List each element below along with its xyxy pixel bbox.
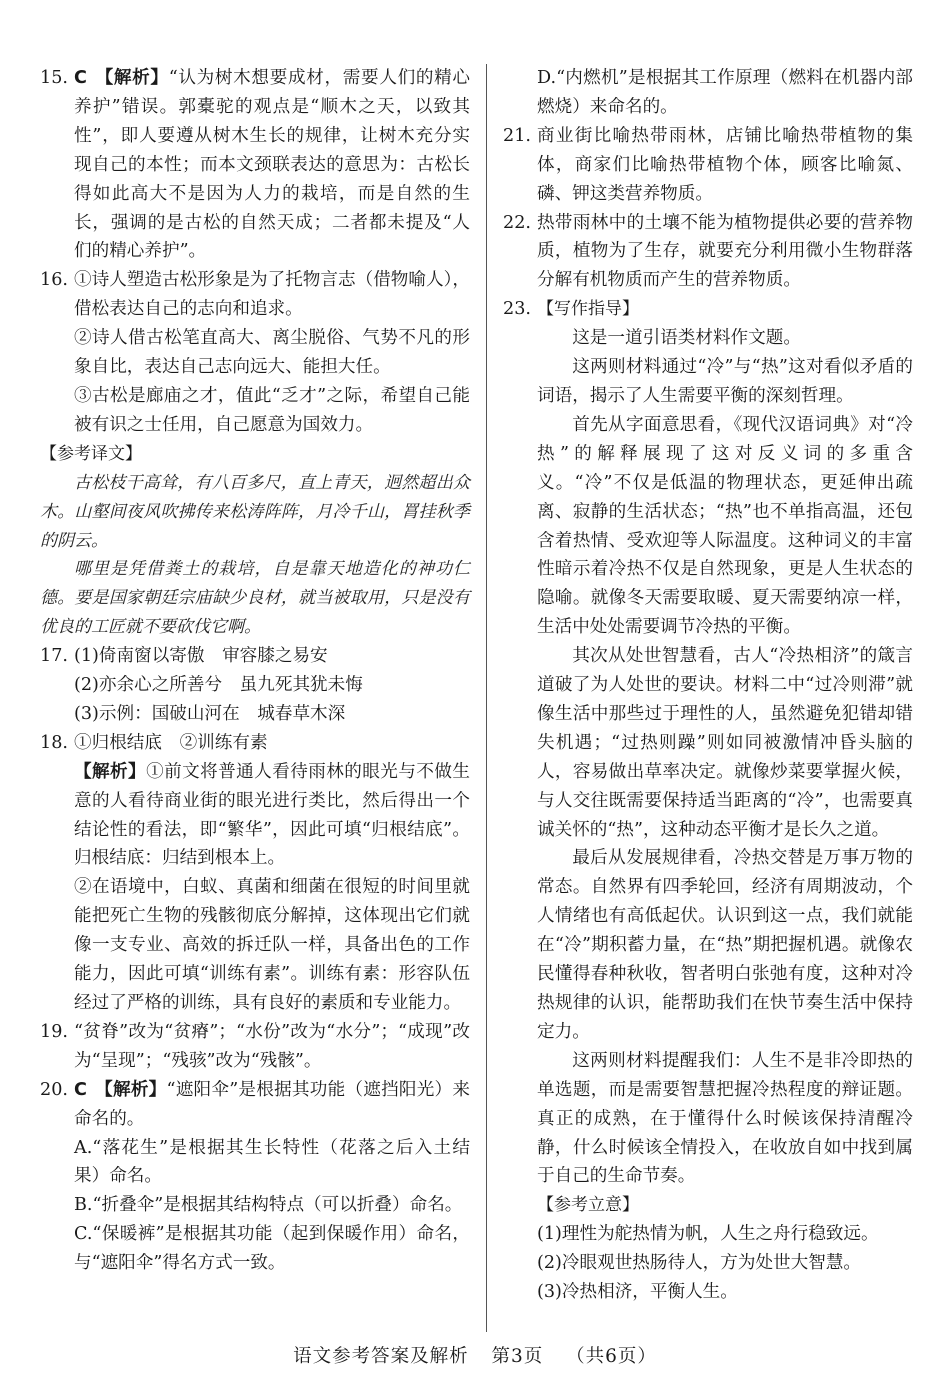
option-analysis: B.“折叠伞”是根据其结构特点（可以折叠）命名。 [74, 1195, 463, 1216]
footer-page-total: （共6页） [566, 1346, 657, 1367]
answer-line: (2)亦余心之所善兮 虽九死其犹未悔 [74, 675, 363, 696]
translation-paragraph: 古松枝干高耸，有八百多尺，直上青天，迥然超出众木。山壑间夜风吹拂传来松涛阵阵，月冷千山，罥挂秋季的阴云。 [40, 472, 470, 551]
analysis-tag: 【解析】 [74, 761, 147, 782]
question-number: 16. [40, 270, 68, 291]
guide-paragraph: 最后从发展规律看，冷热交替是万事万物的常态。自然界有四季轮回，经济有周期波动，个人情绪也有高低起伏。认识到这一点，我们就能在“冷”期积蓄力量，在“热”期把握机遇。就像农民懂得春种秋收，智者明白张弛有度，这种对冷热规律的认识，能帮助我们在快节奏生活中保持定力。 [537, 848, 913, 1042]
answer-line: (3)示例：国破山河在 城春草木深 [74, 703, 346, 724]
answer-text: 热带雨林中的土壤不能为植物提供必要的营养物质，植物为了生存，就要充分利用微小生物群落分解有机物质而产生的营养物质。 [537, 212, 913, 291]
question-number: 19. [40, 1021, 68, 1042]
answer-18 [40, 729, 470, 1018]
guide-paragraph: 这是一道引语类材料作文题。 [572, 328, 801, 349]
question-number: 17. [40, 646, 68, 667]
analysis-text: ②在语境中，白蚁、真菌和细菌在很短的时间里就能把死亡生物的残骸彻底分解掉，这体现出它们就像一支专业、高效的拆迁队一样，具备出色的工作能力，因此可填“训练有素”。训练有素：形容队伍经过了严格的训练，具有良好的素质和专业能力。 [74, 877, 470, 1013]
answer-text: “遮阳伞”是根据其功能（遮挡阳光）来命名的。 [74, 1079, 470, 1129]
analysis-tag: 【解析】 [94, 1079, 167, 1100]
answer-text: 商业街比喻热带雨林，店铺比喻热带植物的集体，商家们比喻热带植物个体，顾客比喻氮、磷、钾这类营养物质。 [537, 125, 913, 204]
option-analysis: A.“落花生”是根据其生长特性（花落之后入土结果）命名。 [74, 1137, 470, 1187]
right-column [503, 64, 913, 1307]
translation-paragraph: 哪里是凭借粪土的栽培，自是靠天地造化的神功仁德。要是国家朝廷宗庙缺少良材，就当被取用，只是没有优良的工匠就不要砍伐它啊。 [40, 559, 470, 638]
section-heading: 【参考立意】 [537, 1195, 639, 1216]
answer-letter: C [74, 1079, 87, 1100]
answer-line: (1)倚南窗以寄傲 审容膝之易安 [74, 646, 328, 667]
reference-theme: (3)冷热相济，平衡人生。 [537, 1282, 738, 1303]
answer-20-continued [503, 64, 913, 122]
question-number: 18. [40, 732, 68, 753]
answer-19 [40, 1018, 470, 1076]
reference-theme: (1)理性为舵热情为帆，人生之舟行稳致远。 [537, 1224, 879, 1245]
section-heading: 【写作指导】 [537, 299, 639, 320]
option-analysis: C.“保暖裤”是根据其功能（起到保暖作用）命名，与“遮阳伞”得名方式一致。 [74, 1224, 470, 1274]
footer-title: 语文参考答案及解析 [293, 1346, 469, 1367]
analysis-tag: 【解析】 [94, 68, 169, 88]
section-heading: 【参考译文】 [40, 443, 142, 464]
reference-translation [40, 440, 470, 642]
question-number: 21. [503, 125, 531, 146]
analysis-text: ①前文将普通人看待雨林的眼光与不做生意的人看待商业街的眼光进行类比，然后得出一个结论性的看法，即“繁华”，因此可填“归根结底”。归根结底：归结到根本上。 [74, 761, 470, 869]
answer-15 [40, 64, 470, 266]
column-divider [486, 64, 487, 1332]
answer-22 [503, 209, 913, 296]
answer-text: “贫脊”改为“贫瘠”；“水份”改为“水分”；“成现”改为“呈现”；“残骇”改为“残骸”。 [74, 1021, 470, 1071]
answer-letter: C [74, 68, 87, 88]
question-number: 23. [503, 299, 531, 320]
answer-text: “认为树木想要成材，需要人们的精心养护”错误。郭橐驼的观点是“顺木之天，以致其性”，即人要遵从树木生长的规律，让树木充分实现自己的本性；而本文颈联表达的意思为：古松长得如此高大不是因为人力的栽培，而是自然的生长，强调的是古松的自然天成；二者都未提及“人们的精心养护”。 [74, 68, 470, 262]
answer-point: ③古松是廊庙之才，值此“乏才”之际，希望自己能被有识之士任用，自己愿意为国效力。 [74, 385, 470, 435]
answer-20 [40, 1076, 470, 1278]
guide-paragraph: 这两则材料提醒我们：人生不是非冷即热的单选题，而是需要智慧把握冷热程度的辩证题。真正的成熟，在于懂得什么时候该保持清醒冷静，什么时候该全情投入，在收放自如中找到属于自己的生命节奏。 [537, 1050, 913, 1187]
guide-paragraph: 其次从处世智慧看，古人“冷热相济”的箴言道破了为人处世的要诀。材料二中“过冷则滞”就像生活中那些过于理性的人，虽然避免犯错却错失机遇；“过热则躁”则如同被激情冲昏头脑的人，容易做出草率决定。就像炒菜要掌握火候，与人交往既需要保持适当距离的“冷”，也需要真诚关怀的“热”，这种动态平衡才是长久之道。 [537, 646, 913, 840]
reference-theme: (2)冷眼观世热肠待人，方为处世大智慧。 [537, 1253, 862, 1274]
question-number: 15. [40, 68, 68, 88]
answer-17 [40, 642, 470, 729]
question-number: 22. [503, 212, 531, 233]
page-footer [0, 1342, 950, 1368]
footer-page-number: 第3页 [491, 1346, 544, 1367]
answer-point: ①诗人塑造古松形象是为了托物言志（借物喻人），借松表达自己的志向和追求。 [74, 270, 470, 320]
option-analysis: D.“内燃机”是根据其工作原理（燃料在机器内部燃烧）来命名的。 [537, 68, 913, 117]
guide-paragraph: 首先从字面意思看，《现代汉语词典》对“冷热”的解释展现了这对反义词的多重含义。“冷”不仅是低温的物理状态，更延伸出疏离、寂静的生活状态；“热”也不单指高温，还包含着热情、受欢迎等人际温度。这种词义的丰富性暗示着冷热不仅是自然现象，更是人生状态的隐喻。就像冬天需要取暖、夏天需要纳凉一样，生活中处处需要调节冷热的平衡。 [537, 414, 913, 638]
guide-paragraph: 这两则材料通过“冷”与“热”这对看似矛盾的词语，揭示了人生需要平衡的深刻哲理。 [537, 357, 913, 406]
answer-23 [503, 295, 913, 1307]
answer-16 [40, 266, 470, 439]
answer-21 [503, 122, 913, 209]
left-column [40, 64, 470, 1278]
question-number: 20. [40, 1079, 68, 1100]
answer-line: ①归根结底 ②训练有素 [74, 732, 268, 753]
answer-point: ②诗人借古松笔直高大、离尘脱俗、气势不凡的形象自比，表达自己志向远大、能担大任。 [74, 328, 470, 378]
